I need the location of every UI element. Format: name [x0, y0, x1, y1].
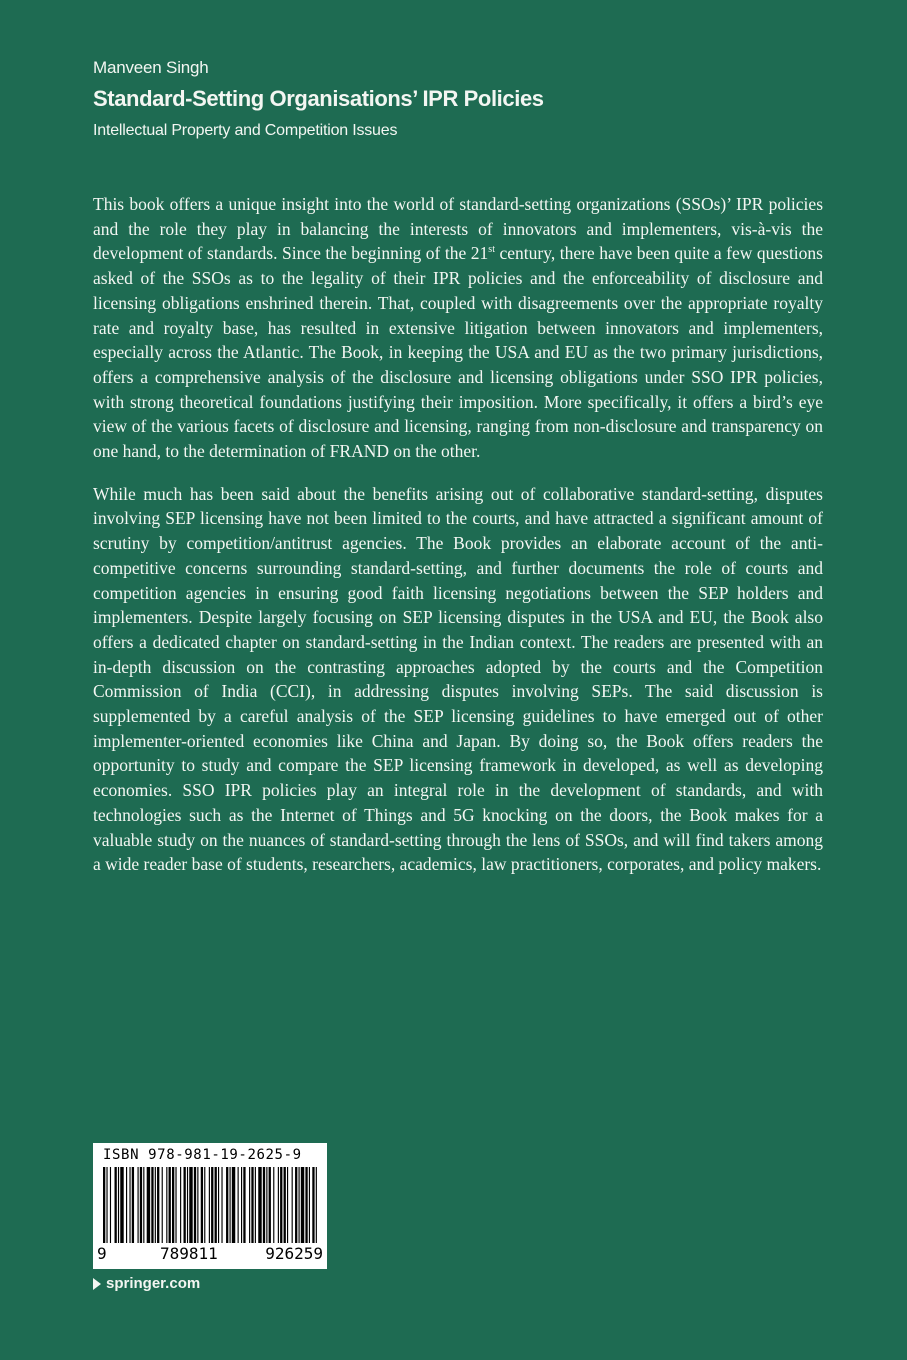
barcode-bar [211, 1167, 213, 1243]
barcode-bar [269, 1167, 271, 1243]
barcode-bar [143, 1167, 144, 1243]
barcode-bar [166, 1167, 167, 1243]
barcode-bar [287, 1167, 288, 1243]
barcode-digits [97, 1244, 323, 1263]
barcode-bar [138, 1167, 139, 1243]
barcode-bar [221, 1167, 222, 1243]
description-paragraph-2: While much has been said about the benefits arising out of collaborative standard-setting, disputes involving SEP licensing have not been limited to the courts, and have attracted a significant amount of scrutiny by competition/antitrust agencies. The Book provides an elaborate account of the anti-competitive concerns surrounding standard-setting, and further documents the role of courts and competition agencies in ensuring good faith licensing negotiations between the SEP holders and implementers. Despite largely focusing on SEP licensing disputes in the USA and EU, the Book also offers a dedicated chapter on standard-setting in the Indian context. The readers are presented with an in-depth discussion on the contrasting approaches adopted by the courts and the Competition Commission of India (CCI), in addressing disputes involving SEPs. The said discussion is supplemented by a careful analysis of the SEP licensing guidelines to have emerged out of other implementer-oriented economies like China and Japan. By doing so, the Book offers readers the opportunity to study and compare the SEP licensing framework in developed, as well as developing economies. SSO IPR policies play an integral role in the development of standards, and with technologies such as the Internet of Things and 5G knocking on the doors, the Book makes for a valuable study on the nuances of standard-setting through the lens of SSOs, and will find takers among a wide reader base of students, researchers, academics, law practitioners, corporates, and policy makers. [93, 483, 823, 875]
barcode-bar [120, 1167, 123, 1243]
publisher-link[interactable] [93, 1275, 200, 1292]
barcode-bar [312, 1167, 314, 1243]
barcode-digit-group-1: 789811 [160, 1244, 218, 1263]
barcode-bar [115, 1167, 117, 1243]
barcode-bar [157, 1167, 159, 1243]
barcode-bar [309, 1167, 310, 1243]
barcode-bar [169, 1167, 171, 1243]
barcode-bar [155, 1167, 156, 1243]
barcode-bar [209, 1167, 210, 1243]
barcode-bar [140, 1167, 142, 1243]
barcode-bar [226, 1167, 228, 1243]
barcode-bar [118, 1167, 119, 1243]
book-subtitle: Intellectual Property and Competition Issues [93, 122, 398, 139]
barcode-bar [126, 1167, 127, 1243]
barcode-bar [132, 1167, 134, 1243]
barcode-bar [230, 1167, 231, 1243]
barcode-bar [215, 1167, 217, 1243]
barcode-bar [266, 1167, 267, 1243]
author-name: Manveen Singh [93, 58, 209, 77]
book-description [93, 192, 823, 895]
barcode-bar [187, 1167, 188, 1243]
barcode-bar [263, 1167, 265, 1243]
barcode-bar [151, 1167, 153, 1243]
barcode-bar [172, 1167, 174, 1243]
barcode-bar [147, 1167, 150, 1243]
barcode-bar [189, 1167, 192, 1243]
isbn-barcode [93, 1143, 327, 1269]
barcode-bar [241, 1167, 242, 1243]
barcode-bar [238, 1167, 239, 1243]
book-title: Standard-Setting Organisations’ IPR Policies [93, 86, 544, 111]
barcode-bar [175, 1167, 176, 1243]
barcode-bar [129, 1167, 130, 1243]
barcode-bar [232, 1167, 235, 1243]
p1-text-b: century, there have been quite a few questions asked of the SSOs as to the legality of their IPR policies and the enforceability of disclosure and licensing obligations enshrined therein. That, coupled with disagreements over the appropriate royalty rate and royalty base, has resulted in extensive litigation between innovators and implementers, especially across the Atlantic. The Book, in keeping the USA and EU as the two primary jurisdictions, offers a comprehensive analysis of the disclosure and licensing obligations under SSO IPR policies, with strong theoretical foundations justifying their imposition. More specifically, it offers a bird’s eye view of the various facets of disclosure and licensing, ranging from non-disclosure and transparency on one hand, to the determination of FRAND on the other. [93, 243, 823, 462]
description-paragraph-1 [93, 192, 823, 464]
barcode-bar [184, 1167, 186, 1243]
p1-text-a: This book offers a unique insight into the world of standard-setting organizations (SSOs)’ IPR policies and the role they play in balancing the interests of innovators and implementers, vis-à-vis the development of standards. Since the beginning of the 21 [93, 194, 823, 264]
barcode-bar [280, 1167, 282, 1243]
barcode-bar [316, 1167, 317, 1243]
isbn-label: ISBN 978-981-19-2625-9 [103, 1147, 302, 1163]
barcode-bar [110, 1167, 111, 1243]
barcode-bar [273, 1167, 274, 1243]
barcode-bar [194, 1167, 196, 1243]
barcode-bar [218, 1167, 219, 1243]
publisher-site: springer.com [106, 1275, 201, 1292]
barcode-bar [180, 1167, 181, 1243]
barcode-bar [284, 1167, 286, 1243]
barcode-digit-first: 9 [97, 1244, 107, 1263]
barcode-bars [103, 1167, 317, 1247]
barcode-bar [197, 1167, 198, 1243]
barcode-digit-group-2: 926259 [265, 1244, 323, 1263]
barcode-bar [103, 1167, 105, 1243]
cover-header [93, 58, 833, 140]
barcode-bar [251, 1167, 253, 1243]
barcode-bar [162, 1167, 163, 1243]
barcode-bar [204, 1167, 205, 1243]
barcode-bar [295, 1167, 297, 1243]
barcode-bar [249, 1167, 250, 1243]
barcode-bar [299, 1167, 300, 1243]
barcode-bar [301, 1167, 304, 1243]
barcode-bar [255, 1167, 256, 1243]
barcode-bar [201, 1167, 203, 1243]
barcode-bar [292, 1167, 293, 1243]
barcode-bar [278, 1167, 279, 1243]
barcode-bar [106, 1167, 107, 1243]
ordinal-suffix: st [488, 244, 495, 256]
barcode-bar [243, 1167, 245, 1243]
barcode-bar [258, 1167, 261, 1243]
arrow-right-icon [93, 1278, 101, 1290]
barcode-bar [305, 1167, 307, 1243]
